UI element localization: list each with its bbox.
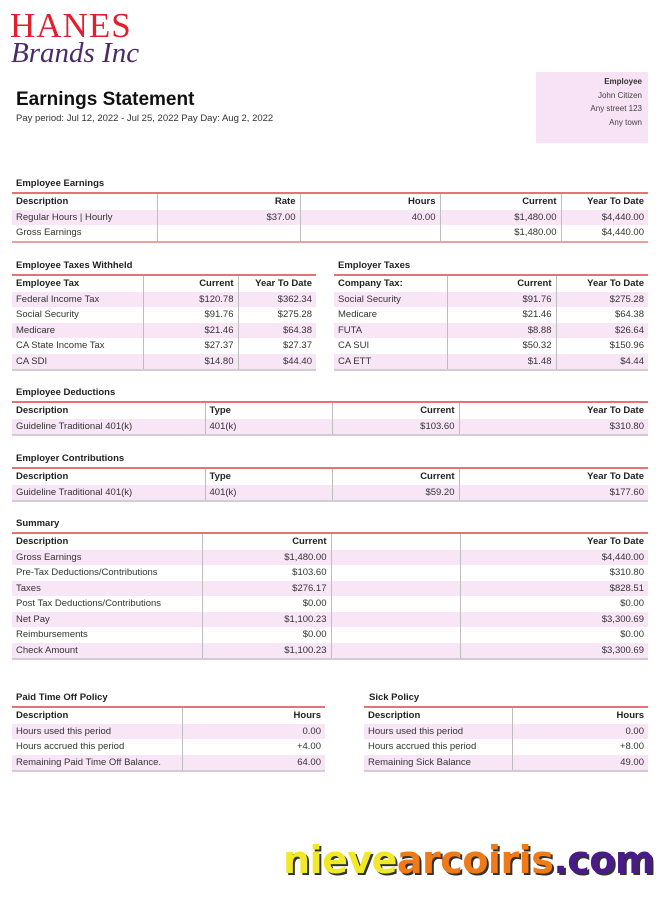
cell: $177.60 [459, 485, 648, 502]
watermark-part-3: .com [553, 838, 655, 882]
cell: Hours accrued this period [368, 741, 477, 753]
cell: $50.32 [447, 338, 556, 354]
cell: Gross Earnings [16, 227, 82, 239]
employee-town: Any town [609, 117, 642, 127]
table-row [12, 307, 316, 323]
cell [331, 596, 460, 612]
cell: $64.38 [238, 323, 316, 339]
cell: $0.00 [202, 627, 331, 643]
cell: CA State Income Tax [16, 340, 105, 352]
cell: 40.00 [300, 210, 440, 226]
cell: $1,480.00 [440, 225, 561, 242]
table-row [334, 338, 648, 354]
cell: $1,100.23 [202, 612, 331, 628]
col-header: Year To Date [459, 468, 648, 485]
cell: Hours used this period [364, 724, 512, 740]
cell: 0.00 [512, 724, 648, 740]
cell: $150.96 [556, 338, 648, 354]
col-header: Description [16, 536, 69, 548]
cell: Hours used this period [12, 724, 182, 740]
cell: Reimbursements [16, 629, 88, 641]
cell: Check Amount [12, 643, 202, 660]
cell: $4.44 [556, 354, 648, 371]
table-row [334, 323, 648, 339]
cell: $103.60 [202, 565, 331, 581]
employer-taxes-table [334, 274, 648, 371]
cell: $27.37 [238, 338, 316, 354]
table-row [334, 292, 648, 308]
cell [331, 612, 460, 628]
col-header: Year To Date [460, 533, 648, 550]
cell: $91.76 [143, 307, 238, 323]
cell: $0.00 [202, 596, 331, 612]
cell: $828.51 [460, 581, 648, 597]
cell: Pre-Tax Deductions/Contributions [16, 567, 158, 579]
cell: $103.60 [332, 419, 459, 436]
cell: $26.64 [556, 323, 648, 339]
col-header: Description [16, 471, 69, 483]
table-row [12, 225, 648, 242]
col-header: Type [205, 468, 332, 485]
table-row [364, 724, 648, 740]
cell: $276.17 [202, 581, 331, 597]
table-row [12, 596, 648, 612]
cell: Medicare [12, 323, 143, 339]
page-title: Earnings Statement [16, 89, 195, 110]
cell: $21.46 [447, 307, 556, 323]
cell: $3,300.69 [460, 643, 648, 660]
cell: 0.00 [182, 724, 325, 740]
col-header: Rate [157, 193, 300, 210]
col-header: Description [16, 196, 69, 208]
cell: $59.20 [332, 485, 459, 502]
pto-policy-table [12, 706, 325, 772]
cell: Federal Income Tax [12, 292, 143, 308]
cell: Remaining Paid Time Off Balance. [12, 755, 182, 772]
cell: $275.28 [556, 292, 648, 308]
table-row [12, 755, 325, 772]
cell [157, 225, 300, 242]
col-header: Hours [512, 707, 648, 724]
col-header: Current [440, 193, 561, 210]
cell: $0.00 [460, 627, 648, 643]
col-header: Current [143, 275, 238, 292]
table-row [334, 354, 648, 371]
section-title-employer-contributions: Employer Contributions [16, 453, 125, 464]
section-title-pto-policy: Paid Time Off Policy [16, 692, 108, 703]
table-row [12, 739, 325, 755]
table-row [12, 627, 648, 643]
cell [331, 627, 460, 643]
company-logo-hanes: HANES [10, 6, 132, 45]
col-header: Description [368, 710, 421, 722]
employee-street: Any street 123 [590, 104, 642, 113]
table-row [12, 612, 648, 628]
table-row [12, 565, 648, 581]
table-row [12, 581, 648, 597]
table-row [12, 485, 648, 502]
employee-info-box [536, 72, 648, 143]
cell: CA SDI [12, 354, 143, 371]
cell [331, 550, 460, 566]
table-row [12, 724, 325, 740]
pay-period: Pay period: Jul 12, 2022 - Jul 25, 2022 Pay Day: Aug 2, 2022 [16, 113, 274, 124]
employee-deductions-table [12, 401, 648, 436]
table-header-row [12, 275, 316, 292]
cell: $1,480.00 [440, 210, 561, 226]
sick-policy-table [364, 706, 648, 772]
cell: Gross Earnings [12, 550, 202, 566]
cell: $1,100.23 [202, 643, 331, 660]
table-header-row [364, 707, 648, 724]
cell: $1.48 [447, 354, 556, 371]
cell [331, 643, 460, 660]
cell [331, 565, 460, 581]
cell [331, 581, 460, 597]
section-title-employee-deductions: Employee Deductions [16, 387, 116, 398]
cell: 401(k) [205, 419, 332, 436]
col-header: Type [205, 402, 332, 419]
col-header: Company Tax: [338, 278, 403, 290]
cell: 64.00 [182, 755, 325, 772]
table-row [12, 643, 648, 660]
cell: +4.00 [182, 739, 325, 755]
cell: Social Security [334, 292, 447, 308]
cell: $275.28 [238, 307, 316, 323]
cell: $0.00 [460, 596, 648, 612]
table-header-row [12, 707, 325, 724]
table-header-row [12, 468, 648, 485]
table-row [334, 307, 648, 323]
table-row [12, 550, 648, 566]
cell: $4,440.00 [561, 225, 648, 242]
cell: $91.76 [447, 292, 556, 308]
cell: $3,300.69 [460, 612, 648, 628]
cell: Remaining Sick Balance [364, 755, 512, 772]
cell: $21.46 [143, 323, 238, 339]
table-header-row [12, 533, 648, 550]
col-header: Description [16, 710, 69, 722]
cell: CA ETT [334, 354, 447, 371]
table-row [12, 292, 316, 308]
cell: $310.80 [459, 419, 648, 436]
summary-table [12, 532, 648, 660]
cell: FUTA [334, 323, 447, 339]
col-header: Employee Tax [16, 278, 80, 290]
company-logo-brands: Brands Inc [11, 37, 140, 69]
col-header: Current [332, 468, 459, 485]
cell: Net Pay [12, 612, 202, 628]
cell: $120.78 [143, 292, 238, 308]
section-title-sick-policy: Sick Policy [369, 692, 420, 703]
cell: $4,440.00 [561, 210, 648, 226]
table-header-row [12, 402, 648, 419]
section-title-employee-taxes: Employee Taxes Withheld [16, 260, 133, 271]
cell: $4,440.00 [460, 550, 648, 566]
cell: Taxes [12, 581, 202, 597]
employer-contributions-table [12, 467, 648, 502]
col-header: Hours [300, 193, 440, 210]
section-title-employee-earnings: Employee Earnings [16, 178, 105, 189]
cell: Post Tax Deductions/Contributions [16, 598, 162, 610]
cell: Regular Hours | Hourly [12, 210, 157, 226]
employee-name: John Citizen [597, 90, 642, 100]
col-header: Description [16, 405, 69, 417]
section-title-summary: Summary [16, 518, 60, 529]
watermark-part-2: arcoiris [396, 838, 554, 882]
cell: $64.38 [556, 307, 648, 323]
cell: Social Security [16, 309, 79, 321]
col-header: Year To Date [556, 275, 648, 292]
col-header: Current [332, 402, 459, 419]
cell: Medicare [338, 309, 378, 321]
col-header: Year To Date [238, 275, 316, 292]
table-header-row [12, 193, 648, 210]
cell: $14.80 [143, 354, 238, 371]
table-row [12, 210, 648, 226]
cell: Guideline Traditional 401(k) [12, 419, 205, 436]
cell: $44.40 [238, 354, 316, 371]
cell: 401(k) [205, 485, 332, 502]
col-header: Year To Date [459, 402, 648, 419]
cell: Guideline Traditional 401(k) [12, 485, 205, 502]
cell: 49.00 [512, 755, 648, 772]
col-header: Current [202, 533, 331, 550]
table-row [12, 323, 316, 339]
cell [300, 225, 440, 242]
col-header [331, 533, 460, 550]
table-header-row [334, 275, 648, 292]
cell: $1,480.00 [202, 550, 331, 566]
section-title-employer-taxes: Employer Taxes [338, 260, 411, 271]
watermark [283, 838, 654, 882]
col-header: Hours [182, 707, 325, 724]
cell: $362.34 [238, 292, 316, 308]
cell: $37.00 [157, 210, 300, 226]
cell: Hours accrued this period [16, 741, 125, 753]
col-header: Current [447, 275, 556, 292]
col-header: Year To Date [561, 193, 648, 210]
cell: $310.80 [460, 565, 648, 581]
table-row [12, 354, 316, 371]
cell: +8.00 [512, 739, 648, 755]
cell: $27.37 [143, 338, 238, 354]
employee-heading: Employee [604, 77, 642, 86]
employee-earnings-table [12, 192, 648, 243]
watermark-part-1: nieve [283, 838, 397, 882]
table-row [364, 739, 648, 755]
table-row [12, 338, 316, 354]
table-row [12, 419, 648, 436]
table-row [364, 755, 648, 772]
cell: CA SUI [338, 340, 370, 352]
cell: $8.88 [447, 323, 556, 339]
employee-taxes-table [12, 274, 316, 371]
